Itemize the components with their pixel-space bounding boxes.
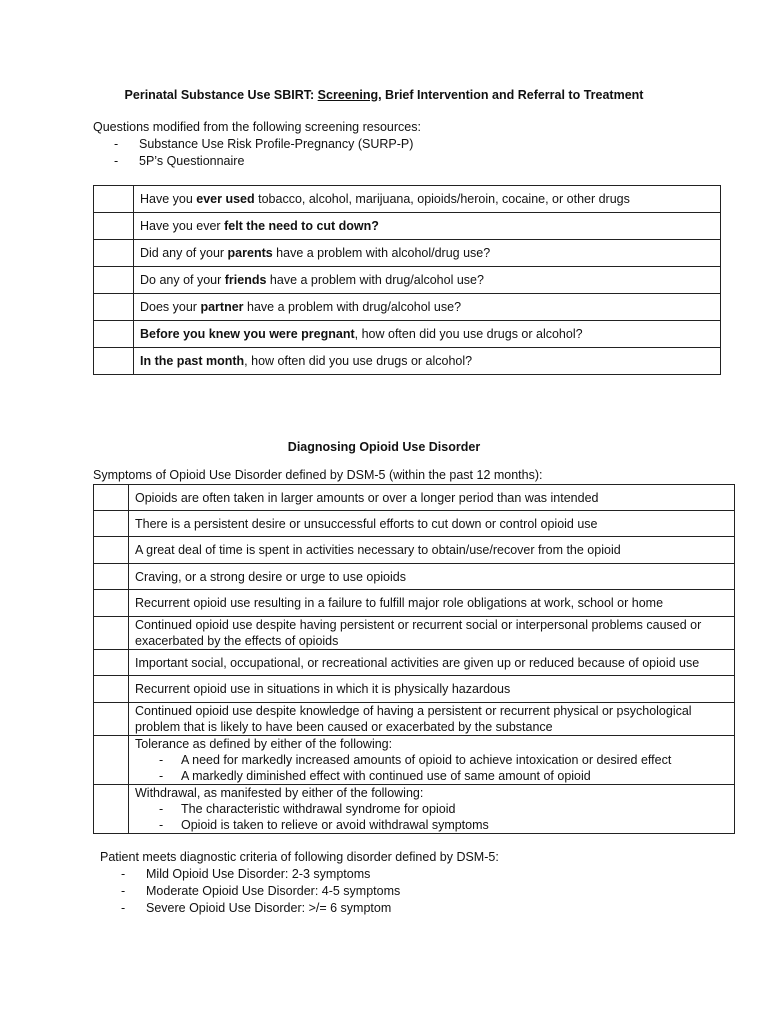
question-text: Did any of your parents have a problem with alcohol/drug use?: [134, 240, 721, 267]
symptom-checkbox[interactable]: [94, 676, 129, 703]
symptom-row: [94, 511, 735, 537]
symptom-row: [94, 676, 735, 703]
list-item: - Mild Opioid Use Disorder: 2-3 symptoms: [121, 867, 371, 881]
list-item: - A markedly diminished effect with continued use of same amount of opioid: [135, 768, 728, 784]
symptom-row: [94, 617, 735, 650]
answer-box[interactable]: [94, 213, 134, 240]
symptom-text: There is a persistent desire or unsuccessful efforts to cut down or control opioid use: [129, 511, 735, 537]
symptom-text: Withdrawal, as manifested by either of the following: - The characteristic withdrawal syndrome for opioid - Opioid is taken to relieve or avoid withdrawal symptoms: [129, 785, 735, 834]
symptom-row: [94, 785, 735, 834]
screening-intro: Questions modified from the following screening resources:: [93, 120, 421, 134]
list-item: - A need for markedly increased amounts of opioid to achieve intoxication or desired effect: [135, 752, 728, 768]
list-item: - Opioid is taken to relieve or avoid withdrawal symptoms: [135, 817, 728, 833]
question-row: [94, 267, 721, 294]
question-text: In the past month, how often did you use drugs or alcohol?: [134, 348, 721, 375]
question-text: Do any of your friends have a problem with drug/alcohol use?: [134, 267, 721, 294]
symptom-checkbox[interactable]: [94, 617, 129, 650]
answer-box[interactable]: [94, 240, 134, 267]
symptom-row: [94, 485, 735, 511]
screening-question-table: [93, 185, 721, 375]
list-item: - Moderate Opioid Use Disorder: 4-5 symptoms: [121, 884, 401, 898]
criteria-list: [121, 866, 400, 917]
question-text: Have you ever used tobacco, alcohol, marijuana, opioids/heroin, cocaine, or other drugs: [134, 186, 721, 213]
symptom-text: Craving, or a strong desire or urge to use opioids: [129, 564, 735, 590]
answer-box[interactable]: [94, 267, 134, 294]
list-item: - 5P’s Questionnaire: [114, 153, 245, 168]
symptom-text: Tolerance as defined by either of the following: - A need for markedly increased amounts of opioid to achieve intoxication or desired effect - A markedly diminished effect with continued use of same amount of opioid: [129, 736, 735, 785]
symptom-row: [94, 650, 735, 676]
symptom-text: Recurrent opioid use resulting in a failure to fulfill major role obligations at work, school or home: [129, 590, 735, 617]
answer-box[interactable]: [94, 186, 134, 213]
symptom-text: Continued opioid use despite knowledge of having a persistent or recurrent physical or psychological problem that is likely to have been caused or exacerbated by the substance: [129, 703, 735, 736]
symptom-checkbox[interactable]: [94, 785, 129, 834]
symptom-checkbox[interactable]: [94, 736, 129, 785]
symptom-row: [94, 590, 735, 617]
answer-box[interactable]: [94, 348, 134, 375]
symptom-checkbox[interactable]: [94, 564, 129, 590]
symptom-text: Recurrent opioid use in situations in which it is physically hazardous: [129, 676, 735, 703]
symptom-checkbox[interactable]: [94, 650, 129, 676]
list-item: - The characteristic withdrawal syndrome for opioid: [135, 801, 728, 817]
symptom-table: [93, 484, 735, 834]
criteria-intro: Patient meets diagnostic criteria of following disorder defined by DSM-5:: [100, 850, 499, 864]
screening-underlined-word: Screening: [317, 88, 379, 102]
question-row: [94, 240, 721, 267]
diagnosis-intro: Symptoms of Opioid Use Disorder defined by DSM-5 (within the past 12 months):: [93, 468, 543, 482]
question-row: [94, 321, 721, 348]
symptom-text: Opioids are often taken in larger amounts or over a longer period than was intended: [129, 485, 735, 511]
symptom-sub-list: [135, 752, 728, 784]
question-text: Before you knew you were pregnant, how often did you use drugs or alcohol?: [134, 321, 721, 348]
diagnosis-title: Diagnosing Opioid Use Disorder: [287, 440, 481, 454]
list-item: - Substance Use Risk Profile-Pregnancy (SURP-P): [114, 137, 414, 151]
question-text: Have you ever felt the need to cut down?: [134, 213, 721, 240]
symptom-text: Important social, occupational, or recreational activities are given up or reduced because of opioid use: [129, 650, 735, 676]
symptom-row: [94, 703, 735, 736]
resource-list: [114, 136, 413, 169]
symptom-row: [94, 736, 735, 785]
symptom-checkbox[interactable]: [94, 485, 129, 511]
symptom-checkbox[interactable]: [94, 511, 129, 537]
symptom-checkbox[interactable]: [94, 537, 129, 564]
answer-box[interactable]: [94, 294, 134, 321]
symptom-checkbox[interactable]: [94, 590, 129, 617]
symptom-row: [94, 537, 735, 564]
symptom-checkbox[interactable]: [94, 703, 129, 736]
screening-title: Perinatal Substance Use SBIRT: Screening, Brief Intervention and Referral to Treatment: [124, 88, 644, 102]
answer-box[interactable]: [94, 321, 134, 348]
question-row: [94, 294, 721, 321]
question-row: [94, 348, 721, 375]
question-row: [94, 186, 721, 213]
symptom-row: [94, 564, 735, 590]
question-text: Does your partner have a problem with drug/alcohol use?: [134, 294, 721, 321]
question-row: [94, 213, 721, 240]
symptom-text: A great deal of time is spent in activities necessary to obtain/use/recover from the opioid: [129, 537, 735, 564]
list-item: - Severe Opioid Use Disorder: >/= 6 symptom: [121, 901, 392, 915]
symptom-sub-list: [135, 801, 728, 833]
symptom-text: Continued opioid use despite having persistent or recurrent social or interpersonal problems caused or exacerbated by the effects of opioids: [129, 617, 735, 650]
